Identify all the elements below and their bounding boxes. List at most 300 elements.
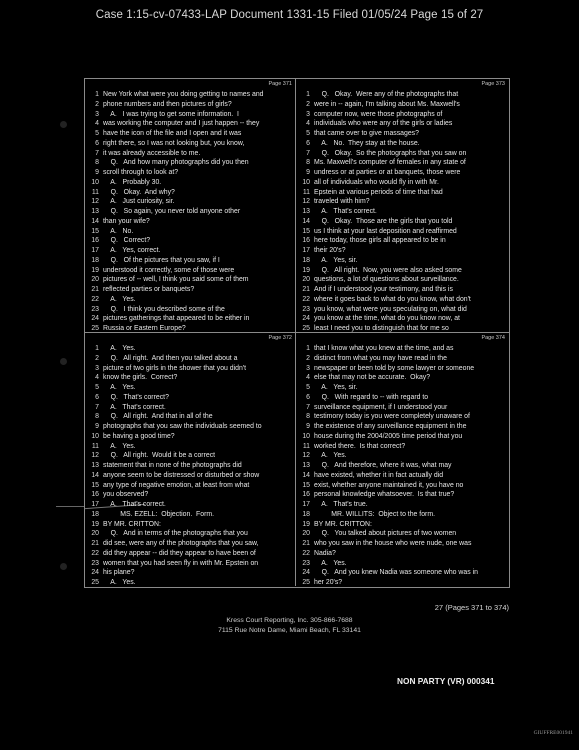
transcript-line [298,559,506,569]
line-number: 18 [91,510,99,518]
line-text: right there, so I was not looking but, you know, [103,139,245,147]
line-text: A. Yes. [103,442,136,450]
line-text: exist, whether anyone maintained it, you have no [314,481,464,489]
line-number: 24 [91,315,99,323]
line-number: 20 [91,530,99,538]
transcript-lines [87,344,293,588]
transcript-line [87,461,293,471]
line-number: 23 [302,559,310,567]
line-number: 1 [95,91,99,98]
line-text: photographs that you saw the individuals seemed to [103,423,262,430]
line-number: 10 [91,432,99,440]
transcript-line [87,119,293,129]
line-text: Q. With regard to -- with regard to [314,393,429,401]
transcript-line [87,520,293,530]
line-number: 5 [95,130,99,137]
transcript-line [298,90,506,100]
line-text: A. Just curiosity, sir. [103,198,175,206]
line-number: 15 [91,481,99,489]
transcript-line [298,207,506,217]
line-text: A. Yes. [103,384,136,391]
line-number: 22 [91,295,99,303]
transcript-line [87,110,293,120]
transcript-line [87,432,293,442]
line-number: 20 [91,276,99,284]
line-text: A. Yes, sir. [314,256,358,264]
line-number: 12 [91,198,99,206]
line-number: 25 [302,579,310,586]
line-number: 2 [95,100,99,108]
line-number: 5 [306,384,310,391]
line-number: 1 [95,345,99,352]
line-number: 5 [95,384,99,391]
line-number: 15 [91,227,99,235]
transcript-line [298,403,506,413]
line-number: 3 [306,364,310,372]
line-number: 17 [302,247,310,254]
punch-hole [60,563,67,570]
line-text: Nadia? [314,549,336,557]
line-number: 21 [302,540,310,547]
transcript-line [298,481,506,491]
line-number: 18 [302,510,310,518]
transcript-line [87,314,293,324]
transcript-line [298,568,506,578]
transcript-lines [87,90,293,334]
line-number: 23 [91,305,99,313]
transcript-line [298,412,506,422]
transcript-line [298,266,506,276]
line-text: where it goes back to what do you know, what don't [314,295,471,303]
line-text: A. Yes, correct. [103,247,161,254]
line-number: 3 [306,110,310,118]
line-text: did they appear -- did they appear to have been of [103,549,256,557]
line-number: 10 [91,178,99,186]
line-number: 21 [91,286,99,293]
line-text: BY MR. CRITTON: [103,520,161,528]
line-number: 4 [95,120,99,128]
line-text: worked there. Is that correct? [314,442,406,450]
line-text: Q. Of the pictures that you saw, if I [103,256,220,264]
page-number-label: Page 371 [268,81,292,87]
transcript-line [298,383,506,393]
line-number: 6 [95,393,99,401]
line-number: 19 [91,266,99,274]
line-text: Epstein at various periods of time that had [314,188,443,196]
bates-number: NON PARTY (VR) 000341 [397,676,495,686]
line-text: A. That's correct. [103,403,166,411]
line-number: 19 [91,520,99,528]
transcript-line [87,188,293,198]
transcript-line [298,344,506,354]
line-text: their 20's? [314,247,346,254]
line-number: 2 [306,354,310,362]
transcript-line [298,451,506,461]
line-number: 1 [306,91,310,98]
line-text: have the icon of the file and I open and it was [103,130,242,137]
transcript-line [298,285,506,295]
transcript-line [298,188,506,198]
line-text: distinct from what you may have read in the [314,354,447,362]
case-header: Case 1:15-cv-07433-LAP Document 1331-15 Filed 01/05/24 Page 15 of 27 [95,9,484,21]
line-text: it was already accessible to me. [103,149,201,157]
page-range: 27 (Pages 371 to 374) [434,603,509,612]
transcript-line [298,490,506,500]
line-number: 10 [302,432,310,440]
line-number: 12 [302,198,310,206]
line-number: 15 [302,227,310,235]
transcript-line [298,422,506,432]
line-number: 4 [95,374,99,382]
transcript-line [298,227,506,237]
transcript-line [298,139,506,149]
line-number: 9 [95,423,99,430]
line-text: computer now, were those photographs of [314,110,443,118]
transcript-line [87,451,293,461]
line-number: 16 [91,491,99,499]
line-text: you observed? [103,491,149,499]
line-text: A. No. They stay at the house. [314,139,420,147]
line-text: A. Yes, sir. [314,384,358,391]
line-text: else that may not be accurate. Okay? [314,374,431,382]
transcript-line [298,158,506,168]
quadrant-bottom-left [85,333,295,586]
transcript-lines [298,90,506,334]
transcript-line [298,100,506,110]
line-text: A. Yes. [103,345,136,352]
line-number: 16 [302,491,310,499]
transcript-line [87,275,293,285]
transcript-line [87,578,293,588]
line-number: 18 [302,256,310,264]
transcript-line [298,217,506,227]
line-text: Q. And therefore, where it was, what may [314,462,452,469]
line-text: A. That's true. [314,501,368,508]
transcript-line [87,568,293,578]
transcript-line [87,178,293,188]
line-number: 4 [306,374,310,382]
line-text: her 20's? [314,579,343,586]
line-text: A. Yes. [103,579,136,586]
line-number: 17 [91,247,99,254]
transcript-line [298,461,506,471]
transcript-line [298,246,506,256]
line-text: A. That's correct. [103,501,166,508]
line-text: anyone seem to be distressed or disturbed or show [103,471,260,479]
line-number: 2 [306,100,310,108]
line-text: Q. That's correct? [103,393,169,401]
line-number: 20 [302,530,310,538]
line-number: 17 [302,501,310,508]
line-number: 9 [306,423,310,430]
line-text: Q. All right. And that in all of the [103,413,213,421]
transcript-line [87,393,293,403]
line-number: 20 [302,276,310,284]
line-text: that came over to give massages? [314,130,419,137]
line-text: his plane? [103,569,135,577]
transcript-line [298,393,506,403]
line-text: BY MR. CRITTON: [314,520,372,528]
transcript-line [87,344,293,354]
line-number: 1 [306,345,310,352]
line-text: have existed, whether it in fact actually did [314,471,444,479]
line-text: Q. You talked about pictures of two women [314,530,457,538]
line-number: 12 [91,452,99,460]
transcript-line [87,129,293,139]
transcript-line [87,539,293,549]
line-text: that I know what you knew at the time, and as [314,345,454,352]
transcript-line [298,168,506,178]
line-number: 13 [91,208,99,215]
line-text: surveillance equipment, if I understood your [314,403,448,411]
transcript-line [87,373,293,383]
transcript-line [87,295,293,305]
line-text: know the girls. Correct? [103,374,178,382]
line-text: understood it correctly, some of those were [103,266,235,274]
transcript-line [298,110,506,120]
transcript-line [298,256,506,266]
line-text: A. No. [103,227,134,235]
transcript-line [298,471,506,481]
line-text: Q. All right. Would it be a correct [103,452,216,460]
line-number: 14 [91,217,99,225]
line-text: scroll through to look at? [103,169,179,176]
line-number: 16 [91,237,99,245]
transcript-line [87,227,293,237]
line-number: 11 [91,188,99,196]
line-number: 3 [95,364,99,372]
transcript-line [87,217,293,227]
transcript-line [87,197,293,207]
line-text: the existence of any surveillance equipment in the [314,423,467,430]
transcript-line [87,139,293,149]
transcript-line [298,197,506,207]
line-text: Q. All right. And then you talked about a [103,354,238,362]
line-number: 8 [306,413,310,421]
transcript-line [87,285,293,295]
punch-hole [60,358,67,365]
line-number: 23 [91,559,99,567]
transcript-line [87,364,293,374]
line-text: pictures of -- well, I think you said some of them [103,276,249,284]
line-number: 7 [95,403,99,411]
line-text: A. Yes. [314,559,347,567]
line-number: 23 [302,305,310,313]
line-number: 8 [95,413,99,421]
line-number: 13 [302,462,310,469]
line-number: 9 [95,169,99,176]
line-number: 25 [91,579,99,586]
transcript-line [87,412,293,422]
line-text: A. Yes. [103,295,136,303]
transcript-line [87,471,293,481]
transcript-line [298,275,506,285]
line-text: Q. And how many photographs did you then [103,159,249,167]
line-number: 5 [306,130,310,137]
transcript-line [298,549,506,559]
page-number-label: Page 374 [481,335,505,341]
transcript-line [298,500,506,510]
line-number: 15 [302,481,310,489]
transcript-line [87,207,293,217]
line-number: 11 [302,188,310,196]
line-number: 6 [306,393,310,401]
line-text: questions, a lot of questions about surveillance. [314,276,459,284]
line-text: did see, were any of the photographs that you saw, [103,540,259,547]
line-text: undress or at parties or at banquets, those were [314,169,461,176]
line-text: us I think at your last deposition and reaffirmed [314,227,457,235]
line-number: 14 [302,471,310,479]
line-text: personal knowledge whatsoever. Is that true? [314,491,455,499]
control-number: GIUFFRE001941 [533,730,573,736]
line-number: 7 [95,149,99,157]
line-text: pictures gatherings that appeared to be either in [103,315,250,323]
line-text: Q. Correct? [103,237,151,245]
quadrant-top-left [85,79,295,332]
line-text: Q. Okay. Were any of the photographs that [314,91,459,98]
page-number-label: Page 372 [268,335,292,341]
line-number: 19 [302,520,310,528]
transcript-line [298,314,506,324]
line-text: A. That's correct. [314,208,377,215]
transcript-line [87,549,293,559]
line-text: women that you had seen fly in with Mr. Epstein on [103,559,259,567]
line-number: 24 [91,569,99,577]
line-number: 21 [91,540,99,547]
transcript-line [87,529,293,539]
transcript-line [298,149,506,159]
transcript-line [87,442,293,452]
line-text: reflected parties or banquets? [103,286,195,293]
transcript-line [87,559,293,569]
transcript-line [298,129,506,139]
transcript-line [87,236,293,246]
line-number: 9 [306,169,310,176]
margin-tick [56,506,84,507]
line-number: 8 [306,159,310,167]
line-text: you know, what were you speculating on, what did [314,305,467,313]
line-text: picture of two girls in the shower that you didn't [103,364,247,372]
line-text: testimony today is you were completely unaware of [314,413,470,421]
line-number: 7 [306,149,310,157]
transcript-line [87,481,293,491]
transcript-line [298,578,506,588]
line-number: 17 [91,501,99,508]
transcript-line [87,490,293,500]
transcript-line [298,510,506,520]
transcript-line [298,236,506,246]
line-text: you know at the time, what do you know now, at [314,315,460,323]
line-text: Q. So again, you never told anyone other [103,208,241,215]
line-text: Q. Okay. And why? [103,188,175,196]
line-text: be having a good time? [103,432,175,440]
line-text: MR. WILLITS: Object to the form. [314,510,436,518]
line-number: 22 [302,549,310,557]
transcript-line [87,246,293,256]
line-text: A. I was trying to get some information. I [103,110,239,118]
reporter-company: Kress Court Reporting, Inc. 305-866-7688 [226,617,353,624]
transcript-line [298,442,506,452]
line-number: 3 [95,110,99,118]
line-text: here today, those girls all appeared to be in [314,237,446,245]
transcript-line [87,149,293,159]
line-number: 11 [91,442,99,450]
transcript-lines [298,344,506,588]
line-number: 12 [302,452,310,460]
transcript-line [87,256,293,266]
line-number: 25 [302,325,310,332]
line-number: 14 [302,217,310,225]
transcript-line [298,178,506,188]
transcript-line [298,529,506,539]
line-number: 22 [91,549,99,557]
line-text: And if I understood your testimony, and this is [314,286,453,293]
transcript-line [87,403,293,413]
line-text: A. Probably 30. [103,178,162,186]
transcript-line [87,168,293,178]
transcript-line [298,432,506,442]
line-text: who you saw in the house who were nude, one was [314,540,472,547]
transcript-line [298,373,506,383]
line-number: 25 [91,325,99,332]
transcript-line [87,90,293,100]
line-number: 13 [302,208,310,215]
line-text: Q. And in terms of the photographs that you [103,530,248,538]
line-number: 21 [302,286,310,293]
line-text: New York what were you doing getting to names and [103,91,264,98]
line-text: Q. Okay. So the photographs that you saw on [314,149,467,157]
punch-hole [60,121,67,128]
line-text: than your wife? [103,217,150,225]
transcript-line [87,422,293,432]
transcript-line [298,119,506,129]
line-number: 4 [306,120,310,128]
transcript-line [87,266,293,276]
quadrant-bottom-right [296,333,508,586]
line-number: 13 [91,462,99,469]
line-number: 14 [91,471,99,479]
line-number: 7 [306,403,310,411]
line-number: 24 [302,569,310,577]
line-number: 10 [302,178,310,186]
line-text: individuals who were any of the girls or ladies [314,120,453,128]
transcript-line [298,364,506,374]
line-text: was working the computer and I just happen -- they [103,120,260,128]
transcript-line [298,354,506,364]
transcript-line [87,500,293,510]
line-text: Q. And you knew Nadia was someone who was in [314,569,478,577]
line-number: 2 [95,354,99,362]
line-number: 19 [302,266,310,274]
line-text: any type of negative emotion, at least from what [103,481,250,489]
transcript-line [298,520,506,530]
line-text: Q. Okay. Those are the girls that you told [314,217,453,225]
line-text: Ms. Maxwell's computer of females in any state of [314,159,466,167]
transcript-line [87,100,293,110]
line-text: least I need you to distinguish that for me so [314,325,449,332]
transcript-line [87,354,293,364]
reporter-address: 7115 Rue Notre Dame, Miami Beach, FL 33141 [218,627,361,634]
line-text: phone numbers and then pictures of girls? [103,100,232,108]
line-text: Q. I think you described some of the [103,305,225,313]
line-text: Q. All right. Now, you were also asked some [314,266,462,274]
line-number: 18 [91,256,99,264]
line-number: 24 [302,315,310,323]
line-text: all of individuals who would fly in with Mr. [314,178,439,186]
transcript-line [87,158,293,168]
page-number-label: Page 373 [481,81,505,87]
line-text: Russia or Eastern Europe? [103,325,186,332]
